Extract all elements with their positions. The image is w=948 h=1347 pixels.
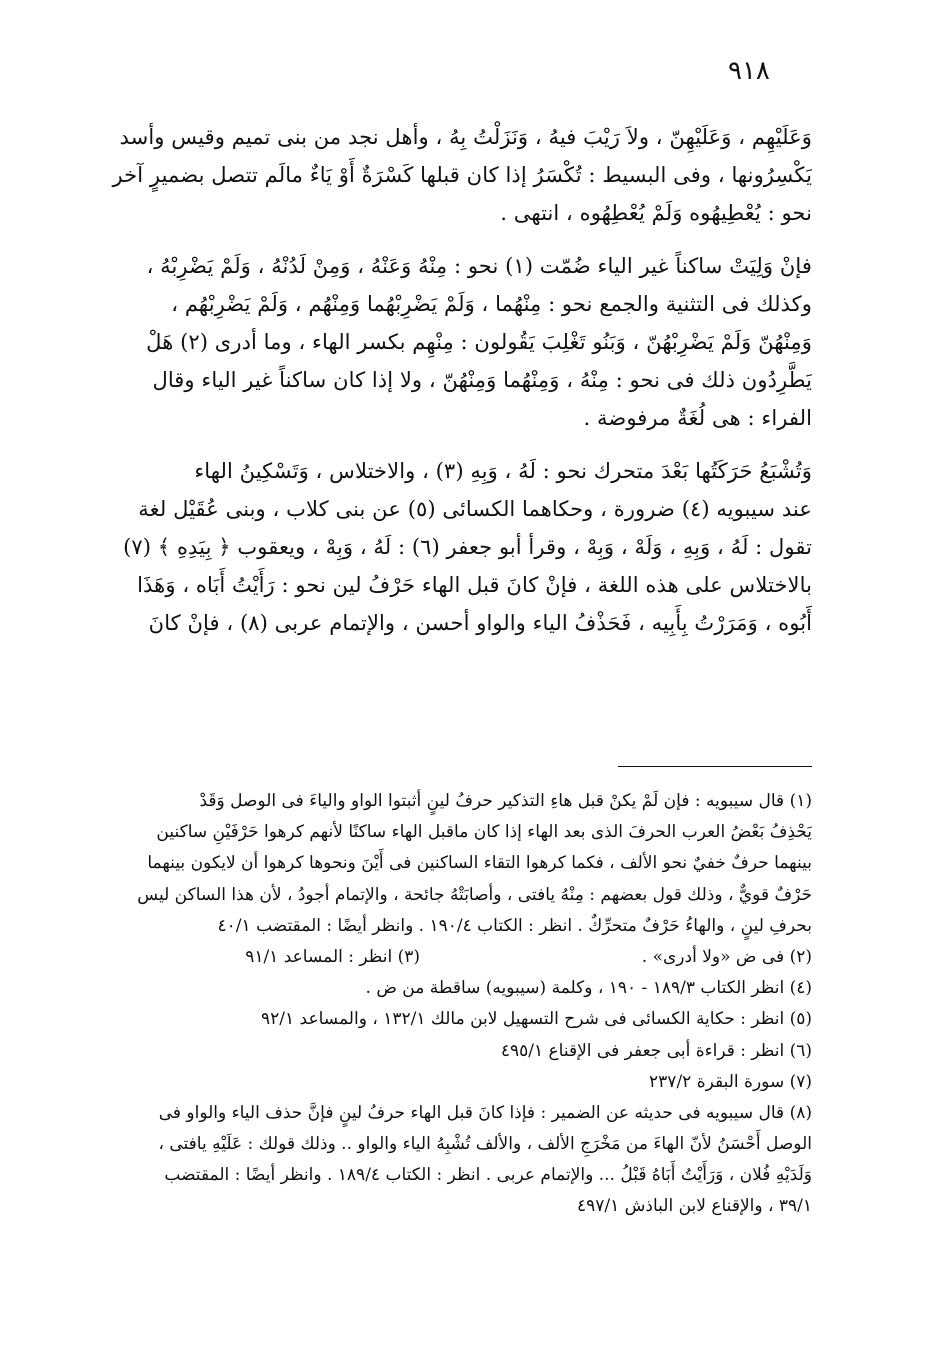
text-line: وَمِنْهُنّ وَلَمْ يَضْرِبْهُنّ ، وَبَنُو تَغْلِبَ يَقُولون : مِنْهِم بكسر الهاء ، وما أدرى (٢) هَلْ (146, 328, 812, 354)
text-line: عند سيبويه (٤) ضرورة ، وحكاهما الكسائى (٥) عن بنى كلاب ، وبنى عُقَيْل لغة (138, 495, 812, 521)
footnote-line: (١) قال سيبويه : فإن لَمْ يكنْ قبل هاءِ التذكير حرفُ لينٍ أثبتوا الواو والياءَ فى الوصل وَقَدْ (199, 791, 812, 811)
footnote-separator (618, 766, 812, 767)
footnote-4: (٤) انظر الكتاب ١٨٩/٣ - ١٩٠ ، وكلمة (سيبويه) ساقطة من ض . (365, 978, 812, 999)
footnote-line: بحرفِ لينٍ ، والهاءُ حَرْفٌ متحرِّكٌ . انظر : الكتاب ١٩٠/٤ . وانظر أيضًا : المقتضب ٤٠/١ (217, 915, 812, 936)
footnote-2: (٢) فى ض «ولا أدرى» . (641, 946, 812, 967)
text-line: وكذلك فى التثنية والجمع نحو : مِنْهُما ، وَلَمْ يَضْرِبْهُما وَمِنْهُم ، وَلَمْ يَضْرِبْهُم ، (171, 290, 812, 316)
main-text (104, 118, 812, 642)
text-line: يَكْسِرُونها ، وفى البسيط : تُكْسَرُ إذا كان قبلها كَسْرَةٌ أَوْ يَاءٌ مالَم تتصل بضميرٍ آخر (112, 162, 812, 188)
footnote-line: ٣٩/١ ، والإقناع لابن الباذش ٤٩٧/١ (576, 1196, 812, 1217)
footnote-line: يَحْذِفُ بَعْضُ العرب الحرفَ الذى بعد الهاء إذا كان ماقبل الهاء ساكنًا لأنهم كرهوا حَرْفَيْنِ ساكنين (156, 822, 812, 843)
footnote-3: (٣) انظر : المساعد ٩١/١ (245, 946, 420, 967)
text-line: أَبُوه ، وَمَرَرْتُ بِأَبِيه ، فَحَذْفُ الياء والواو أحسن ، والإتمام عربى (٨) ، فإنْ كانَ (148, 610, 812, 636)
text-line: وَعَلَيْهِم ، وَعَلَيْهِنّ ، ولاَ رَيْبَ فيهُ ، وَنَزَلْتُ بِهُ ، وأهل نجد من بنى تميم وقيس وأسد (119, 124, 812, 149)
footnote-8 (104, 1098, 812, 1223)
paragraph-1 (104, 118, 812, 233)
text-line: الفراء : هى لُغَةٌ مرفوضة . (583, 405, 812, 431)
footnote-1 (104, 786, 812, 942)
text-line: يَطَّرِدُون ذلك فى نحو : مِنْهُ ، وَمِنْهُما وَمِنْهُنّ ، ولا إذا كان ساكناً غير الياء وقال (152, 367, 812, 393)
text-line: نحو : يُعْطِيهُوه وَلَمْ يُعْطِهُوه ، انتهى . (500, 200, 812, 226)
text-line: فإنْ وَلِيَتْ ساكناً غير الياء ضُمّت (١) نحو : مِنْهُ وَعَنْهُ ، وَمِنْ لَدُنْهُ ، وَلَمْ يَضْرِبْهُ ، (146, 252, 812, 278)
footnote-6: (٦) انظر : قراءة أبى جعفر فى الإقناع ٤٩٥/١ (500, 1040, 812, 1061)
text-line: وَتُشْبَعُ حَرَكَتُها بَعْدَ متحرك نحو : لَهُ ، وَبِهِ (٣) ، والاختلاس ، وَتَسْكِينُ الهاء (194, 457, 812, 483)
footnote-row-2-3 (104, 942, 812, 973)
footnote-line: الوصل أَحْسَنُ لأنّ الهاءَ من مَخْرَجِ الألف ، والألف تُشْبِهُ الياء والواو .. وذلك قولك : عَلَيْهِ يافتى ، (158, 1134, 812, 1155)
paragraph-2 (104, 247, 812, 438)
text-line: تقول : لَهُ ، وَبِهِ ، وَلَهْ ، وَبِهْ ، وقرأ أبو جعفر (٦) : لَهُ ، وَبِهْ ، ويعقوب ﴿ بِيَدِهِ ﴾ (٧) (123, 533, 812, 559)
footnotes (104, 786, 812, 1223)
footnote-line: بينهما حرفٌ خفيٌ نحو الألف ، فكما كرهوا التقاء الساكنين فى أَيْنَ ونحوها كرهوا أن لايكون بينهما (147, 853, 812, 874)
footnote-7: (٧) سورة البقرة ٢٣٧/٢ (649, 1071, 812, 1092)
footnote-5: (٥) انظر : حكاية الكسائى فى شرح التسهيل لابن مالك ١٣٢/١ ، والمساعد ٩٢/١ (261, 1009, 812, 1030)
text-line: بالاختلاس على هذه اللغة ، فإنْ كانَ قبل الهاء حَرْفُ لين نحو : رَأَيْتُ أَبَاه ، وَهَذَا (137, 572, 812, 598)
footnote-line: (٨) قال سيبويه فى حديثه عن الضمير : فإذا كانَ قبل الهاء حرفُ لينٍ فإنَّ حذف الياء والواو فى (158, 1102, 812, 1123)
paragraph-3 (104, 452, 812, 643)
footnote-line: وَلَدَيْهِ فُلان ، وَرَأَيْتُ أَبَاهُ قَبْلُ ... والإتمام عربى . انظر : الكتاب ١٨٩/٤ . وانظر أيضًا : المقتضب (164, 1165, 812, 1186)
page-number: ٩١٨ (728, 56, 770, 86)
footnote-line: حَرْفٌ قويٌّ ، وذلك قول بعضهم : مِنْهُ يافتى ، وأصابَتْهُ جائحة ، والإتمام أجودُ ، لأن هذا الساكن ليس (137, 884, 812, 905)
